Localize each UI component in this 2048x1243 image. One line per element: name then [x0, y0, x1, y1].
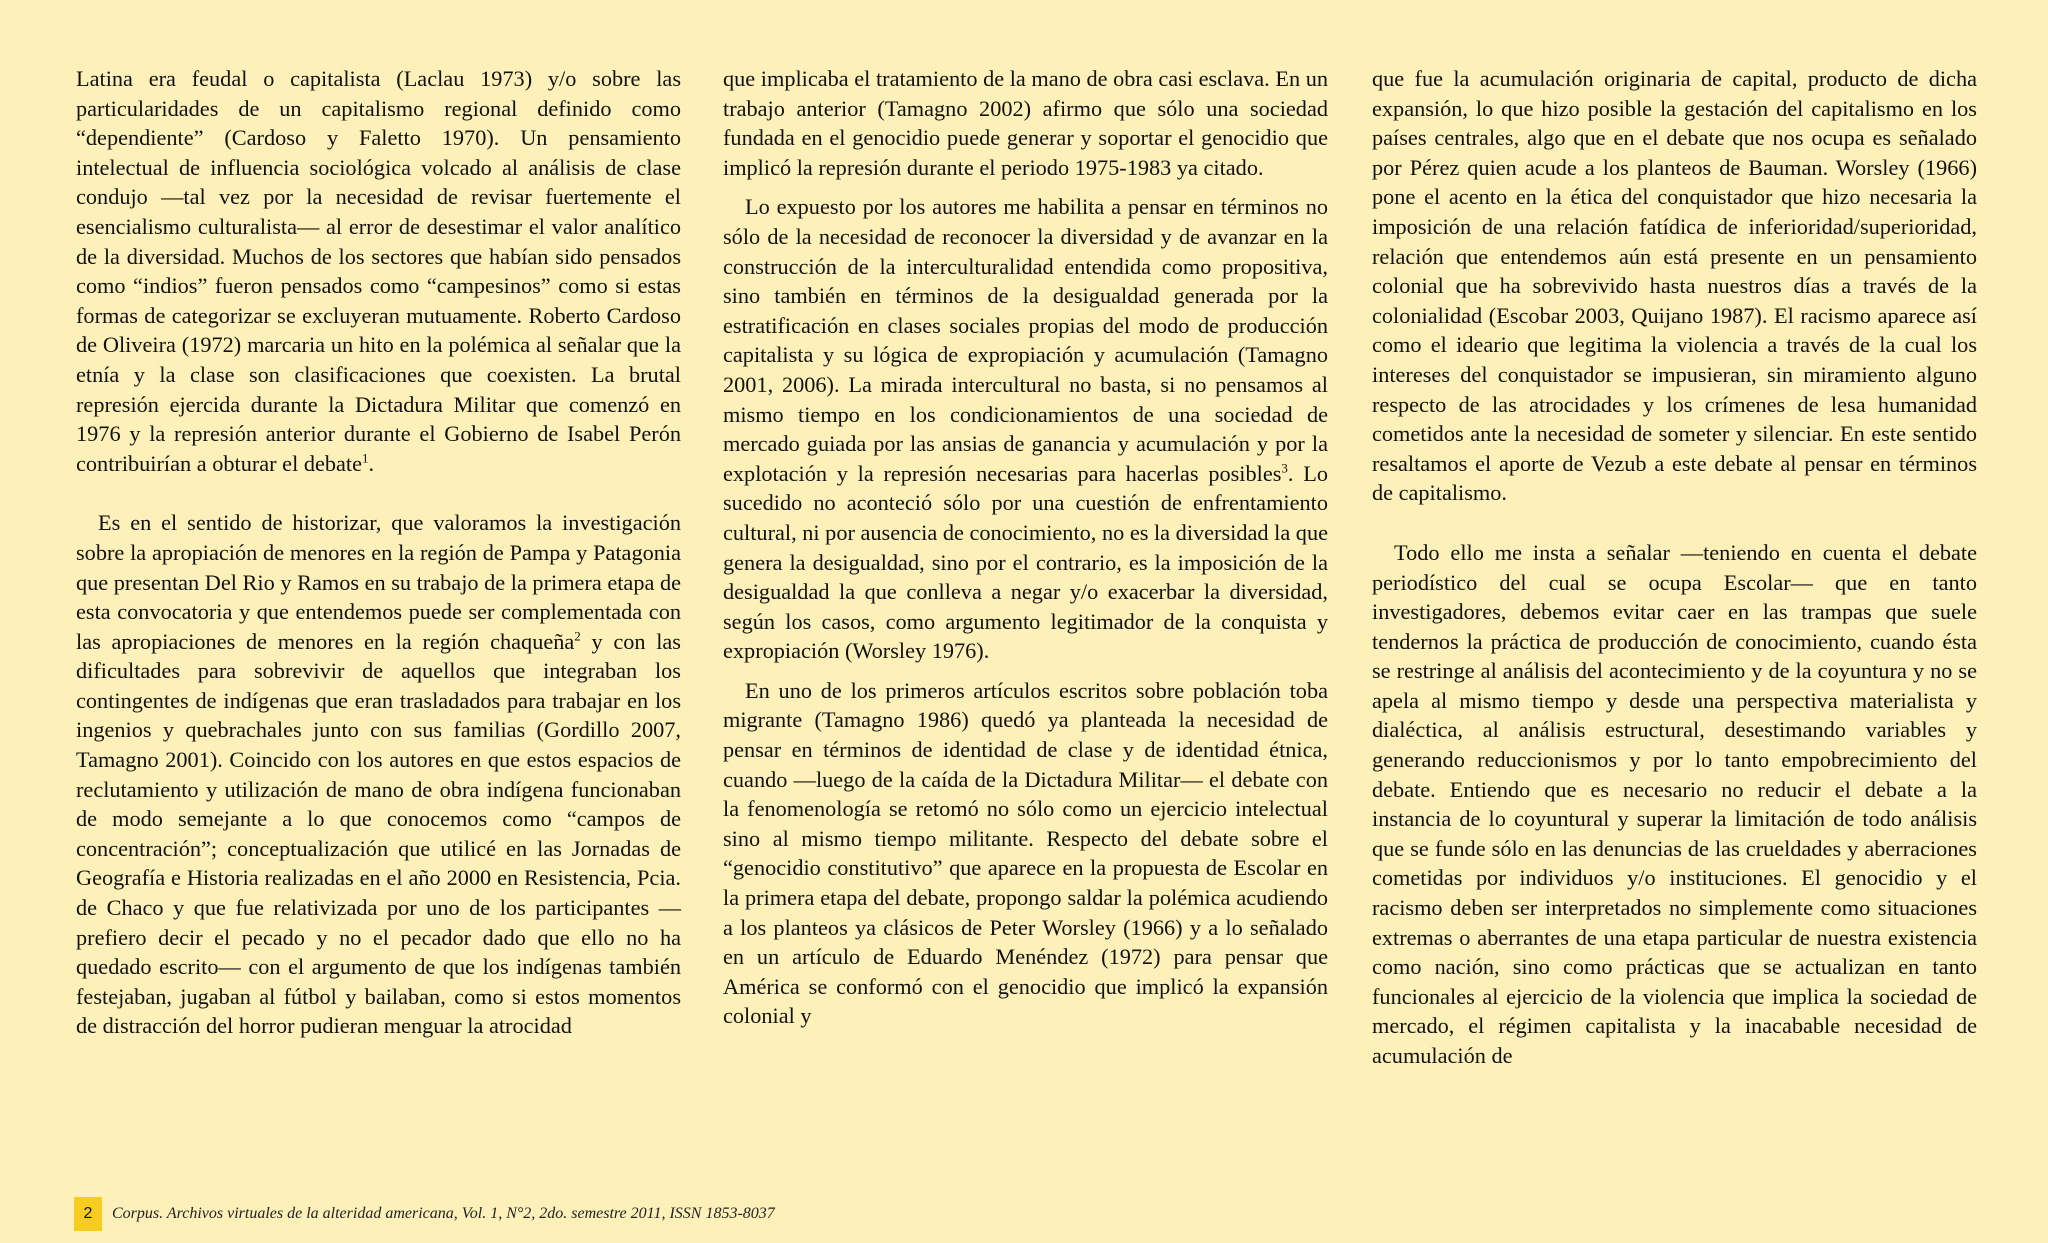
- footnote-ref[interactable]: 2: [574, 628, 581, 644]
- paragraph: En uno de los primeros artículos escritos sobre población toba migrante (Tamagno 1986) quedó ya planteada la necesidad de pensar en términos de identidad de clase y de identidad étnica, cuando —luego de la caída de la Dictadura Militar— el debate con la fenomenología se retomó no sólo como un ejercicio intelectual sino al mismo tiempo militante. Respecto del debate sobre el “genocidio constitutivo” que aparece en la propuesta de Escolar en la primera etapa del debate, propongo saldar la polémica acudiendo a los planteos ya clásicos de Peter Worsley (1966) y a lo señalado en un artículo de Eduardo Menéndez (1972) para pensar que América se conformó con el genocidio que implicó la expansión colonial y: [723, 677, 1328, 1029]
- paragraph: Lo expuesto por los autores me habilita a pensar en términos no sólo de la necesidad de reconocer la diversidad y de avanzar en la construcción de la interculturalidad entendida como propositiva, sino también en términos de la desigualdad generada por la estratificación en clases sociales propias del modo de producción capitalista y su lógica de expropiación y acumulación (Tamagno 2001, 2006). La mirada intercultural no basta, si no pensamos al mismo tiempo en los condicionamientos de una sociedad de mercado guiada por las ansias de ganancia y acumulación y por la explotación y la represión necesarias para hacerlas posibles$^3$. Lo sucedido no aconteció sólo por una cuestión de enfrentamiento cultural, ni por ausencia de conocimiento, no es la diversidad la que genera la desigualdad, sino por el contrario, es la imposición de la desigualdad la que conlleva a negar y/o exacerbar la diversidad, según los casos, como argumento legitimador de la conquista y expropiación (Worsley 1976).: [723, 194, 1328, 664]
- paragraph: Todo ello me insta a señalar —teniendo en cuenta el debate periodístico del cual se ocupa Escolar— que en tanto investigadores, debemos evitar caer en las trampas que suele tendernos la práctica de producción de conocimiento, cuando ésta se restringe al análisis del acontecimiento y de la coyuntura y no se apela al mismo tiempo y desde una perspectiva materialista y dialéctica, al análisis estructural, desestimando variables y generando reduccionismos y por lo tanto empobrecimiento del debate. Entiendo que es necesario no reducir el debate a la instancia de lo coyuntural y superar la limitación de todo análisis que se funde sólo en las denuncias de las crueldades y aberraciones cometidas por individuos y/o instituciones. El genocidio y el racismo deben ser interpretados no simplemente como situaciones extremas o aberrantes de una etapa particular de nuestra existencia como nación, sino como prácticas que se actualizan en tanto funcionales al ejercicio de la violencia que implica la sociedad de mercado, el régimen capitalista y la inacabable necesidad de acumulación de: [1372, 539, 1977, 1068]
- text-column-2: [723, 64, 1328, 1031]
- paragraph: Latina era feudal o capitalista (Laclau 1973) y/o sobre las particularidades de un capitalismo regional definido como “dependiente” (Cardoso y Faletto 1970). Un pensamiento intelectual de influencia sociológica volcado al análisis de clase condujo —tal vez por la necesidad de revisar fuertemente el esencialismo culturalista— al error de desestimar el valor analítico de la diversidad. Muchos de los sectores que habían sido pensados como “indios” fueron pensados como “campesinos” como si estas formas de categorizar se excluyeran mutuamente. Roberto Cardoso de Oliveira (1972) marcaria un hito en la polémica al señalar que la etnía y la clase son clasificaciones que coexisten. La brutal represión ejercida durante la Dictadura Militar que comenzó en 1976 y la represión anterior durante el Gobierno de Isabel Perón contribuirían a obturar el debate$^1$.: [76, 66, 681, 476]
- page-footer: [74, 1197, 775, 1231]
- journal-citation: Corpus. Archivos virtuales de la alteridad americana, Vol. 1, N°2, 2do. semestre 2011, ISSN 1853-8037: [112, 1205, 775, 1222]
- footnote-ref[interactable]: 1: [362, 450, 369, 466]
- paragraph: que fue la acumulación originaria de capital, producto de dicha expansión, lo que hizo posible la gestación del capitalismo en los países centrales, algo que en el debate que nos ocupa es señalado por Pérez quien acude a los planteos de Bauman. Worsley (1966) pone el acento en la ética del conquistador que hizo necesaria la imposición de una relación fatídica de inferioridad/superioridad, relación que entendemos aún está presente en un pensamiento colonial que ha sobrevivido hasta nuestros días a través de la colonialidad (Escobar 2003, Quijano 1987). El racismo aparece así como el ideario que legitima la violencia a través de la cual los intereses del conquistador se impusieran, sin miramiento alguno respecto de las atrocidades y los crímenes de lesa humanidad cometidos ante la necesidad de someter y silenciar. En este sentido resaltamos el aporte de Vezub a este debate al pensar en términos de capitalismo.: [1372, 66, 1977, 506]
- paragraph: Es en el sentido de historizar, que valoramos la investigación sobre la apropiación de menores en la región de Pampa y Patagonia que presentan Del Rio y Ramos en su trabajo de la primera etapa de esta convocatoria y que entendemos puede ser complementada con las apropiaciones de menores en la región chaqueña$^2$ y con las dificultades para sobrevivir de aquellos que integraban los contingentes de indígenas que eran trasladados para trabajar en los ingenios y quebrachales junto con sus familias (Gordillo 2007, Tamagno 2001). Coincido con los autores en que estos espacios de reclutamiento y utilización de mano de obra indígena funcionaban de modo semejante a lo que conocemos como “campos de concentración”; conceptualización que utilicé en las Jornadas de Geografía e Historia realizadas en el año 2000 en Resistencia, Pcia. de Chaco y que fue relativizada por uno de los participantes —prefiero decir el pecado y no el pecador dado que ello no ha quedado escrito— con el argumento de que los indígenas también festejaban, jugaban al fútbol y bailaban, como si estos momentos de distracción del horror pudieran menguar la atrocidad: [76, 510, 681, 1039]
- page-number: 2: [74, 1197, 102, 1231]
- paragraph: que implicaba el tratamiento de la mano de obra casi esclava. En un trabajo anterior (Tamagno 2002) afirmo que sólo una sociedad fundada en el genocidio puede generar y soportar el genocidio que implicó la represión durante el periodo 1975-1983 ya citado.: [723, 66, 1328, 180]
- text-column-3: [1372, 64, 1977, 1071]
- text-column-1: [76, 64, 681, 1041]
- footnote-ref[interactable]: 3: [1281, 460, 1288, 476]
